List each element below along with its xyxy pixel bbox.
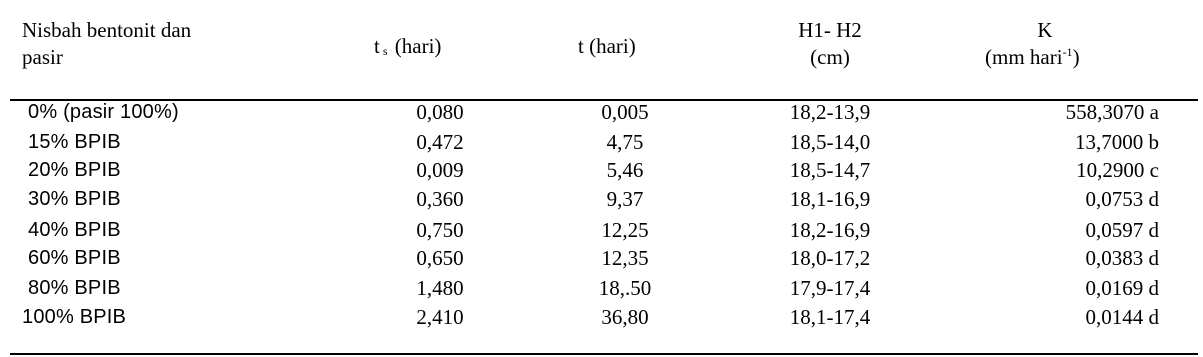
row-ts: 0,360 [416,187,464,211]
row-t: 12,25 [601,218,649,242]
row-label: 40% BPIB [28,219,121,241]
row-h: 18,1-17,4 [789,305,871,329]
header-ts-main: t [374,34,380,58]
row-label: 60% BPIB [28,247,121,269]
row-ts: 0,650 [416,246,464,270]
row-label: 20% BPIB [28,159,121,181]
row-k: 0,0383 d [1085,246,1159,270]
row-h: 18,0-17,2 [789,246,871,270]
row-ts: 2,410 [416,305,464,329]
row-label: 0% (pasir 100%) [28,101,179,123]
header-ts-sub: s [382,44,388,58]
row-t: 4,75 [606,130,644,154]
row-t: 12,35 [601,246,649,270]
row-k: 558,3070 a [1065,100,1159,124]
table-bottom-rule [10,353,1198,355]
header-k-unit: (mm hari [985,45,1063,69]
row-ts: 0,009 [416,158,464,182]
header-k-close: ) [1072,45,1080,69]
header-k-line1: K [1037,18,1053,42]
header-k-line2 [985,45,1080,69]
row-k: 13,7000 b [1075,130,1159,154]
row-label: 30% BPIB [28,188,121,210]
row-ts: 0,750 [416,218,464,242]
row-t: 18,.50 [598,276,652,300]
header-h-line2: (cm) [810,45,850,69]
header-h-line1: H1- H2 [798,18,862,42]
row-t: 9,37 [606,187,644,211]
row-k: 0,0169 d [1085,276,1159,300]
row-ts: 1,480 [416,276,464,300]
row-h: 18,2-16,9 [789,218,871,242]
row-label: 100% BPIB [22,306,127,328]
row-label: 80% BPIB [28,277,121,299]
row-t: 0,005 [601,100,649,124]
row-label: 15% BPIB [28,131,121,153]
row-h: 18,1-16,9 [789,187,871,211]
row-k: 10,2900 c [1076,158,1159,182]
header-ratio-line1: Nisbah bentonit dan [22,18,192,42]
header-k-sup: -1 [1062,45,1073,59]
row-ts: 0,080 [416,100,464,124]
row-h: 18,2-13,9 [789,100,871,124]
row-ts: 0,472 [416,130,464,154]
row-k: 0,0144 d [1085,305,1159,329]
header-ts-unit: (hari) [394,34,442,58]
row-h: 17,9-17,4 [789,276,871,300]
header-t: t (hari) [578,34,636,58]
row-t: 5,46 [606,158,644,182]
row-t: 36,80 [601,305,649,329]
row-h: 18,5-14,7 [789,158,871,182]
row-k: 0,0597 d [1085,218,1159,242]
row-k: 0,0753 d [1085,187,1159,211]
header-ts [374,34,441,58]
row-h: 18,5-14,0 [789,130,871,154]
header-ratio-line2: pasir [22,45,63,69]
